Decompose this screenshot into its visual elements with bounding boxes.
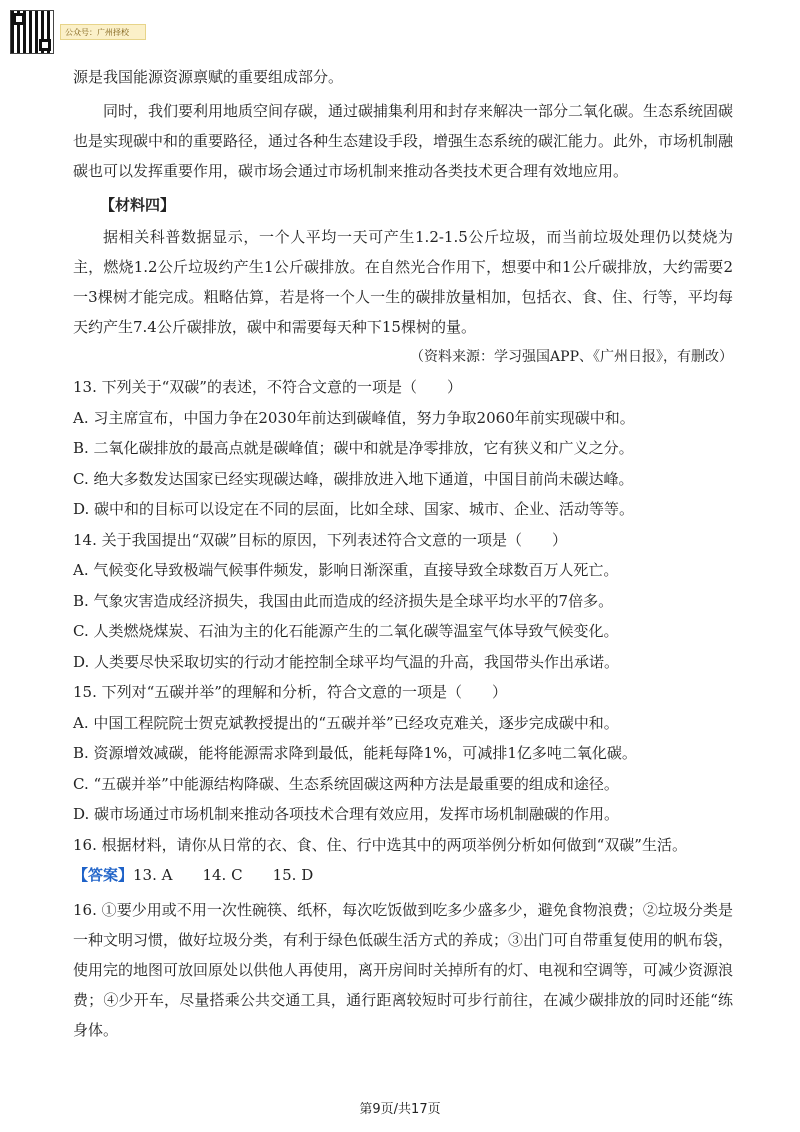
question-14 xyxy=(73,525,733,678)
answer-line xyxy=(73,860,733,891)
option-a: A. 习主席宣布，中国力争在2030年前达到碳峰值，努力争取2060年前实现碳中和。 xyxy=(73,408,635,427)
answer-16: 16. ①要少用或不用一次性碗筷、纸杯，每次吃饭做到吃多少盛多少，避免食物浪费；②垃圾分类是一种文明习惯，做好垃圾分类，有利于绿色低碳生活方式的养成；③出门可自带重复使用的帆布袋，使用完的地图可放回原处以供他人再使用，离开房间时关掉所有的灯、电视和空调等，可减少资源浪费；④少开车，尽量搭乘公共交通工具，通行距离较短时可步行前往，在减少碳排放的同时还能“练身体。 xyxy=(73,900,734,1039)
option-d: D. 碳中和的目标可以设定在不同的层面，比如全球、国家、城市、企业、活动等等。 xyxy=(73,500,635,518)
option-c: C. 人类燃烧煤炭、石油为主的化石能源产生的二氧化碳等温室气体导致气候变化。 xyxy=(73,622,619,640)
header-badge: 公众号：广州择校 xyxy=(60,24,146,40)
source-note: （资料来源：学习强国APP、《广州日报》，有删改） xyxy=(410,349,733,365)
paragraph-continuation: 源是我国能源资源禀赋的重要组成部分。 xyxy=(73,68,344,86)
qr-code-icon xyxy=(10,10,54,54)
option-b: B. 资源增效减碳，能将能源需求降到最低，能耗每降1%，可减排1亿多吨二氧化碳。 xyxy=(73,744,637,762)
paragraph-carbon-storage: 同时，我们要利用地质空间存碳，通过碳捕集利用和封存来解决一部分二氧化碳。生态系统固碳也是实现碳中和的重要路径，通过各种生态建设手段，增强生态系统的碳汇能力。此外，市场机制融碳也可以发挥重要作用，碳市场会通过市场机制来推动各类技术更合理有效地应用。 xyxy=(73,102,734,180)
option-c: C. “五碳并举”中能源结构降碳、生态系统固碳这两种方法是最重要的组成和途径。 xyxy=(73,774,619,793)
option-a: A. 中国工程院院士贺克斌教授提出的“五碳并举”已经攻克难关，逐步完成碳中和。 xyxy=(73,713,619,732)
answer-values: 13. A 14. C 15. D xyxy=(133,866,314,884)
page-number: 第9页/共17页 xyxy=(359,1102,441,1117)
option-d: D. 碳市场通过市场机制来推动各项技术合理有效应用，发挥市场机制融碳的作用。 xyxy=(73,805,620,823)
question-stem: 13. 下列关于“双碳”的表述，不符合文意的一项是（ ） xyxy=(73,378,462,396)
option-b: B. 二氧化碳排放的最高点就是碳峰值；碳中和就是净零排放，它有狭义和广义之分。 xyxy=(73,439,634,457)
option-b: B. 气象灾害造成经济损失，我国由此而造成的经济损失是全球平均水平的7倍多。 xyxy=(73,591,614,610)
document-body xyxy=(73,62,733,1045)
question-stem: 14. 关于我国提出“双碳”目标的原因，下列表述符合文意的一项是（ ） xyxy=(73,530,567,549)
answer-label: 【答案】 xyxy=(73,866,134,884)
question-13 xyxy=(73,372,733,525)
option-d: D. 人类要尽快采取切实的行动才能控制全球平均气温的升高，我国带头作出承诺。 xyxy=(73,652,620,671)
material-four-heading: 【材料四】 xyxy=(100,196,176,214)
option-c: C. 绝大多数发达国家已经实现碳达峰，碳排放进入地下通道，中国目前尚未碳达峰。 xyxy=(73,469,634,488)
question-16: 16. 根据材料，请你从日常的衣、食、住、行中选其中的两项举例分析如何做到“双碳”生活。 xyxy=(73,835,687,854)
question-stem: 15. 下列对“五碳并举”的理解和分析，符合文意的一项是（ ） xyxy=(73,683,507,701)
question-15 xyxy=(73,677,733,830)
option-a: A. 气候变化导致极端气候事件频发，影响日渐深重，直接导致全球数百万人死亡。 xyxy=(73,561,619,579)
paragraph-material-four: 据相关科普数据显示，一个人平均一天可产生1.2-1.5公斤垃圾，而当前垃圾处理仍以焚烧为主，燃烧1.2公斤垃圾约产生1公斤碳排放。在自然光合作用下，想要中和1公斤碳排放，大约需要2一3棵树才能完成。粗略估算，若是将一个人一生的碳排放量相加，包括衣、食、住、行等，平均每天约产生7.4公斤碳排放，碳中和需要每天种下15棵树的量。 xyxy=(73,228,733,336)
